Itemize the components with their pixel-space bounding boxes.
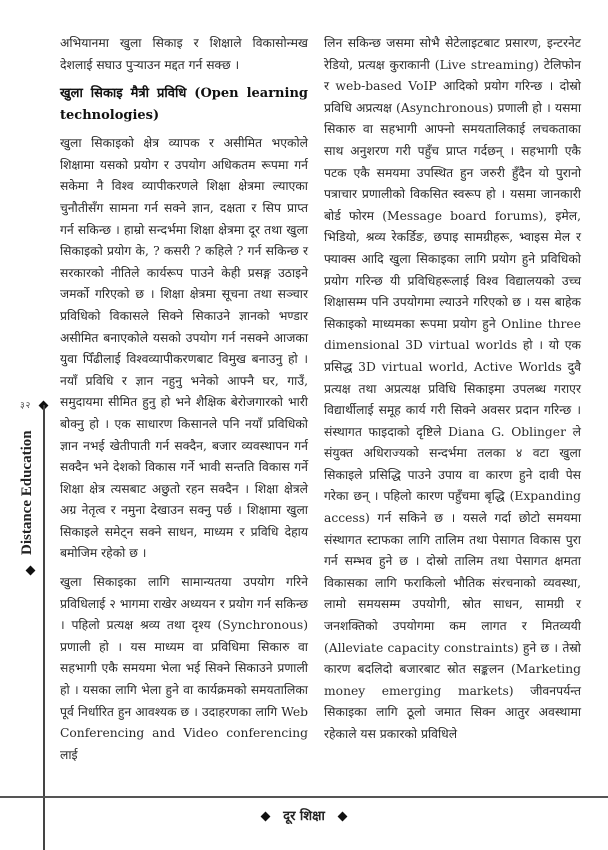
section-heading: खुला सिकाइ मैत्री प्रविधि (Open learning technologies): [60, 86, 308, 124]
footer-diamond-right-icon: [337, 812, 347, 822]
footer-diamond-left-icon: [261, 812, 271, 822]
left-paragraph-2: खुला सिकाइको क्षेत्र व्यापक र असीमित भएकोले शिक्षामा यसको प्रयोग र उपयोग अधिकतम रूपमा गर्न सकेमा नै विश्व व्यापीकरणले शिक्षा क्षेत्रमा ल्याएका चुनौतीसँग सामना गर्न सक्ने ज्ञान, दक्षता र सिप प्राप्त गर्न सकिन्छ । हाम्रो सन्दर्भमा शिक्षा क्षेत्रमा दूर तथा खुला सिकाइको प्रयोग के, ? कसरी ? कहिले ? गर्न सकिन्छ र सरकारको नीतिले कार्यरूप पाउने केही प्रसङ्ग उठाइने जमर्को गरिएको छ । शिक्षा क्षेत्रमा सूचना तथा सञ्चार प्रविधिको विकासले सिक्ने सिकाउने ज्ञानको भण्डार असीमित बनाएकोले यसको उपयोग गर्न नसक्ने आजका युवा पिँढीलाई विश्वव्यापीकरणबाट विमुख बनाउनु हो । नयाँ प्रविधि र ज्ञान नहुनु भनेको आफ्नै घर, गाउँ, समुदायमा सीमित हुनु हो भने शैक्षिक बेरोजगारको भारी बोक्नु हो । एक साधारण किसानले पनि नयाँ प्रविधिको ज्ञान नभई खेतीपाती गर्न सक्दैन, बजार व्यवस्थापन गर्न सक्दैन भने देशको विकास गर्ने भावी सन्तति विकास गर्ने शिक्षा क्षेत्र त्यसबाट अछुतो रहन सक्दैन । शिक्षा क्षेत्रले अग्र नेतृत्व र नमुना देखाउन सक्नु पर्छ । शिक्षामा खुला सिकाइले समेट्न सक्ने साधन, माध्यम र प्रविधि देहाय बमोजिम रहेको छ ।: [60, 136, 308, 561]
left-paragraph-1: अभियानमा खुला सिकाइ र शिक्षाले विकासोन्मख देशलाई सघाउ पुऱ्याउन मद्दत गर्न सक्छ ।: [60, 36, 308, 72]
right-column: [324, 33, 581, 746]
left-column: [60, 33, 308, 766]
right-paragraph-1: लिन सकिन्छ जसमा सोभै सेटेलाइटबाट प्रसारण, इन्टरनेट रेडियो, प्रत्यक्ष कुराकानी (Live streaming) टेलिफोन र web-based VoIP आदिको प्रयोग गरिन्छ । दोस्रो प्रविधि अप्रत्यक्ष (Asynchronous) प्रणाली हो । यसमा सिकारु वा सहभागी आफ्नो समयतालिकाई लचकताका साथ अनुशरण गरी पहुँच प्राप्त गर्दछन् । सहभागी एकै पटक एकै समयमा उपस्थित हुन जरुरी हुँदैन यो पुरानो पत्राचार प्रणालीको विकसित स्वरूप हो । यसमा जानकारी बोर्ड फोरम (Message board forums), इमेल, भिडियो, श्रव्य रेकर्डिङ, छपाइ सामग्रीहरू, भ्वाइस मेल र फ्याक्स आदि खुला सिकाइका लागि प्रयोग हुने प्रविधिको प्रयोग गरिन्छ यी प्रविधिहरूलाई विश्व विद्यालयको उच्च शिक्षासम्म पनि उपयोगमा ल्याउने गरिएको छ । यस बाहेक सिकाइको माध्यमका रूपमा प्रयोग हुने Online three dimensional 3D virtual worlds हो । यो एक प्रसिद्ध 3D virtual world, Active Worlds दुवै प्रत्यक्ष तथा अप्रत्यक्ष प्रविधि सिकाइमा उपलब्ध गराएर विद्यार्थीलाई समूह कार्य गरी सिक्ने अवसर प्रदान गरिन्छ । संस्थागत फाइदाको दृष्टिले Diana G. Oblinger ले संयुक्त अधिराज्यको सन्दर्भमा तलका ४ वटा खुला सिकाइले प्रसिद्धि पाउने उपाय वा कारण हुने दावी पेस गरेका छन् । पहिलो कारण पहुँचमा बृद्धि (Expanding access) गर्न सकिने छ । यसले गर्दा छोटो समयमा संस्थागत स्टाफका लागि तालिम तथा पेसागत विकास पुरा गर्न सम्भव हुने छ । दोस्रो तालिम तथा पेसागत क्षमता विकासका लागि फराकिलो भौतिक संरचनाको व्यवस्था, लामो समयसम्म उपयोगी, स्रोत साधन, सामग्री र जनशक्तिको उपयोगमा कम लागत र मितव्ययी (Alleviate capacity constraints) हुने छ । तेस्रो कारण बदलिदो बजारबाट स्रोत सङ्कलन (Marketing money emerging markets) जीवनपर्यन्त सिकाइका लागि ठूलो जमात सिक्न आतुर अवस्थामा रहेकाले यस प्रकारको प्रविधिले: [324, 36, 581, 741]
side-section-label: Distance Education: [19, 430, 35, 555]
footer-rule: [0, 796, 608, 798]
margin-vertical-rule: [43, 405, 45, 850]
page-number: ३२: [20, 401, 32, 411]
page-footer: [0, 806, 608, 824]
left-paragraph-3: खुला सिकाइका लागि सामान्यतया उपयोग गरिने प्रविधिलाई २ भागमा राखेर अध्ययन र प्रयोग गर्न सकिन्छ । पहिलो प्रत्यक्ष श्रव्य तथा दृश्य (Synchronous) प्रणाली हो । यस माध्यम वा प्रविधिमा सिकारु वा सहभागी एकै समयमा भेला भई सिक्ने सिकाउने प्रणाली हो । यसका लागि भेला हुने वा कार्यक्रमको समयतालिका पूर्व निर्धारित हुन आवश्यक छ । उदाहरणका लागि Web Conferencing and Video conferencing लाई: [60, 575, 308, 762]
footer-title: दूर शिक्षा: [283, 809, 325, 824]
side-label-diamond-icon: [26, 566, 36, 576]
